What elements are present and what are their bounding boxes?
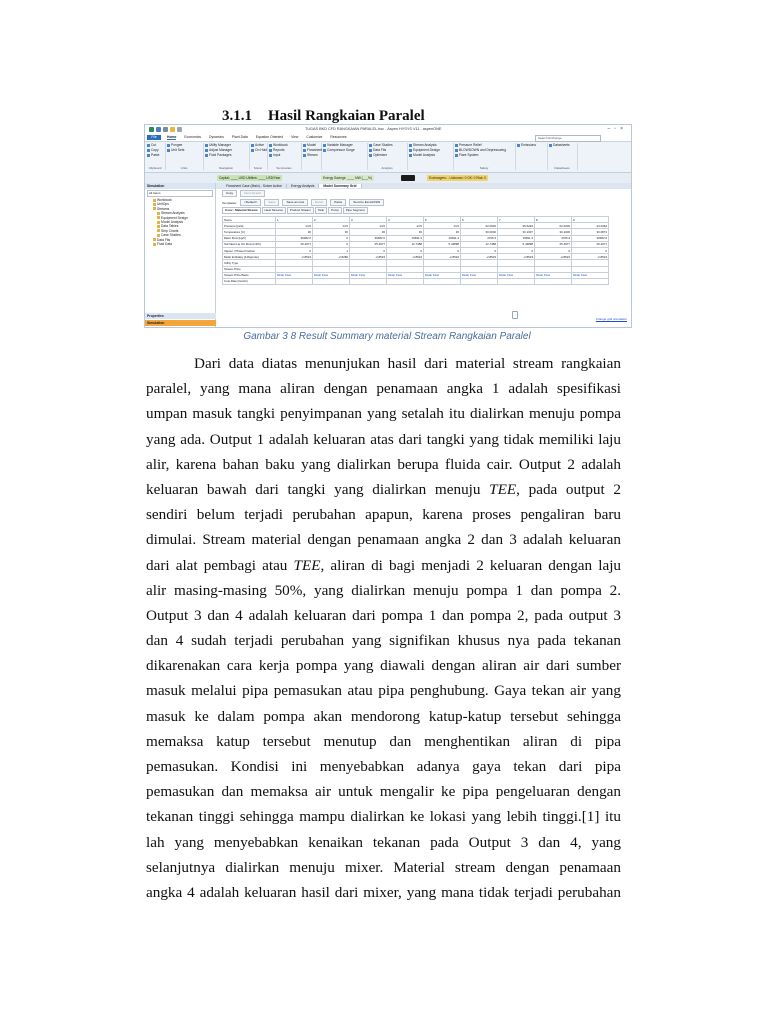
paragraph-line: dan 4 sudah terjadi perubahan yang signifikan khusus nya pada tekanan [146, 632, 621, 650]
grid-cell[interactable]: -2.8523 [424, 254, 461, 260]
grid-cell[interactable]: Molar Flow [424, 272, 461, 278]
menu-tab-customize[interactable]: Customize [306, 135, 323, 139]
ribbon-command-icon [303, 154, 306, 157]
menu-tab-list [167, 135, 347, 140]
ribbon-button[interactable] [267, 153, 301, 158]
ribbon-command-icon [167, 144, 170, 147]
ribbon-command-icon [323, 149, 326, 152]
grid-row-label: Mass Flow [kg/h] [223, 235, 276, 241]
folder-icon[interactable] [170, 127, 175, 132]
nav-item-label: Equipment Design [161, 215, 188, 220]
grid-cell[interactable]: 30 [424, 229, 461, 235]
ribbon-button-label: Cut [151, 143, 157, 147]
ribbon-group-7 [367, 143, 408, 170]
change-grid-orientation-link[interactable]: Change grid orientation [595, 317, 627, 321]
grid-cell[interactable]: 0 [535, 247, 572, 253]
ribbon-group-10 [515, 143, 548, 170]
grid-row-label: Molar Enthalpy [kJ/kgmole] [223, 254, 276, 260]
search-exchange-input[interactable]: Search Exchange [535, 135, 601, 142]
object-type-tab[interactable]: Pipe Segment [343, 207, 368, 214]
ribbon-command-icon [251, 144, 254, 147]
grid-cell[interactable]: 0 [572, 247, 609, 253]
summary-grid-table [222, 216, 609, 285]
copy-button[interactable]: Copy [222, 190, 237, 197]
paragraph-line: masuk ke dalam pompa akan mendorong katup-katup tersebut sehingga [146, 707, 621, 725]
ribbon-group-name: Units [180, 166, 188, 170]
document-tab[interactable]: Flowsheet Case (Main) - Solver Active [222, 184, 287, 188]
ribbon-button-label: Adjust Manager [209, 148, 233, 152]
italic-term: TEE [489, 480, 517, 498]
navigation-pane [145, 183, 216, 327]
folder-icon [157, 212, 160, 215]
grid-column-header[interactable]: 3 [350, 217, 387, 223]
ribbon-command-icon [409, 144, 412, 147]
section-number: 3.1.1 [222, 108, 252, 124]
grid-row-label: Utility Type [223, 260, 276, 266]
paragraph-text: keluaran bawah dari tangki yang dialirkan menuju [146, 480, 490, 498]
paragraph-line: selanjutnya dialirkan menuju mixer. Material stream dengan penamaan [146, 858, 621, 876]
scroll-handle[interactable] [512, 311, 518, 319]
menu-tab-plant-data[interactable]: Plant Data [231, 135, 248, 139]
ribbon-command-icon [251, 149, 254, 152]
grid-cell[interactable]: 30.0874 [572, 229, 609, 235]
grid-cell[interactable]: 0 [276, 247, 313, 253]
paragraph-line: dimulai. Stream material dengan penamaan angka 2 dan 3 adalah keluaran [146, 531, 621, 549]
menu-tab-view[interactable]: View [291, 135, 299, 139]
grid-column-header[interactable]: 6 [461, 217, 498, 223]
grid-cell[interactable]: -2.8523 [387, 254, 424, 260]
nav-header: Simulation [145, 183, 215, 189]
grid-cell[interactable]: 30 [313, 229, 350, 235]
document-tab[interactable]: Model Summary Grid [319, 184, 361, 188]
grid-cell[interactable]: 5.43898 [498, 241, 535, 247]
grid-column-header[interactable]: 5 [424, 217, 461, 223]
grid-row-label: Cost Rate [Cost/s] [223, 278, 276, 284]
paragraph-line: memaksa katup tersebut menutup dan menghentikan aliran di pipa [146, 732, 621, 750]
nav-item-label: Fluid Data [157, 241, 173, 246]
grid-cell[interactable]: 39382.6 [276, 235, 313, 241]
nav-item-fluid-data[interactable] [145, 242, 215, 246]
ribbon-command-icon [455, 149, 458, 152]
grid-cell[interactable]: 30.0000 [461, 229, 498, 235]
nav-item-label: Stream Analysis [161, 211, 185, 216]
ribbon-button[interactable] [145, 153, 165, 158]
grid-cell[interactable]: 0 [313, 241, 350, 247]
ribbon-group-6 [321, 143, 368, 170]
grid-cell[interactable] [498, 278, 535, 284]
grid-column-header[interactable]: 1 [276, 217, 313, 223]
ribbon-button[interactable] [165, 148, 203, 153]
ribbon-button-label: Active [255, 143, 264, 147]
document-tab[interactable]: Energy Analysis [287, 184, 319, 188]
italic-term: TEE [293, 556, 321, 574]
template-select[interactable]: <Default> [240, 199, 261, 206]
grid-cell[interactable]: 0 [424, 247, 461, 253]
folder-icon [153, 238, 156, 241]
object-type-tab[interactable]: Product Stream [287, 207, 314, 214]
body-paragraph [146, 351, 621, 905]
paragraph-line: umpan masuk tangki penyimpanan yang setalah itu dialirkan menuju pompa [146, 405, 621, 423]
ribbon-command-icon [323, 144, 326, 147]
ribbon-button-label: Pressure Relief [459, 143, 482, 147]
ribbon-group-4 [267, 143, 302, 170]
window-controls[interactable]: –▫× [607, 126, 627, 132]
grid-cell[interactable]: 62.0000 [535, 223, 572, 229]
grid-cell[interactable] [276, 278, 313, 284]
ribbon-button-label: Model [307, 143, 316, 147]
grid-row-label: Stream Price Basis [223, 272, 276, 278]
grid-cell[interactable]: 19691.3 [387, 235, 424, 241]
paragraph-line [146, 477, 621, 502]
grid-cell[interactable]: 39382.6 [572, 235, 609, 241]
grid-cell[interactable]: 39382.6 [350, 235, 387, 241]
ribbon-command-icon [549, 144, 552, 147]
menu-tab-dynamics[interactable]: Dynamics [209, 135, 224, 139]
grid-cell[interactable]: 25.4977 [350, 241, 387, 247]
ribbon-button-label: Flowsheet [307, 148, 323, 152]
folder-icon [157, 225, 160, 228]
window-titlebar [145, 125, 631, 134]
grid-cell[interactable]: 14.5 [276, 223, 313, 229]
ribbon-group-name: Clipboard [148, 166, 162, 170]
grid-cell[interactable]: 14.5 [387, 223, 424, 229]
ribbon-group-0 [145, 143, 166, 170]
grid-cell[interactable]: Molar Flow [498, 272, 535, 278]
ribbon-button-label: Workbook [273, 143, 288, 147]
ribbon-group-3 [249, 143, 268, 170]
grid-cell[interactable]: 0 [350, 247, 387, 253]
ribbon-button[interactable] [407, 153, 453, 158]
app-icon [149, 127, 154, 132]
grid-cell[interactable]: 25.4977 [535, 241, 572, 247]
paragraph-line: lah yang menyebabkan kenaikan tekanan pada Output 3 dan 4, yang [146, 833, 621, 851]
grid-cell[interactable]: 19691.3 [424, 235, 461, 241]
section-heading [222, 108, 425, 125]
paste-button[interactable]: Paste [330, 199, 346, 206]
menu-tab-equation-oriented[interactable]: Equation Oriented [255, 135, 284, 139]
paragraph-line: angka 4 adalah keluaran hasil dari mixer, yang mana tidak terjadi perubahan [146, 883, 621, 901]
ribbon-button-label: Copy [151, 148, 159, 152]
ribbon-command-icon [303, 149, 306, 152]
grid-cell[interactable]: -2.8523 [461, 254, 498, 260]
ribbon-command-icon [147, 149, 150, 152]
ribbon-button-label: Variable Manager [327, 143, 353, 147]
grid-row-label: Temperature [C] [223, 229, 276, 235]
grid-row-label: Vapour / Phase Fraction [223, 247, 276, 253]
grid-cell[interactable]: 35.6294 [498, 223, 535, 229]
folder-icon [153, 203, 156, 206]
folder-icon [157, 234, 160, 237]
ribbon-command-icon [147, 144, 150, 147]
window-title: TUGAS BKD CFD RANGKAIAN PARALEL.hsc - Aspen HYSYS V11 - aspenONE [305, 127, 442, 131]
ribbon-button-label: Emissions [521, 143, 537, 147]
grid-cell[interactable]: Molar Flow [276, 272, 313, 278]
nav-tree [145, 198, 215, 246]
energy-toggle-icon[interactable] [401, 175, 415, 181]
ribbon-button-label: Stream Analysis [413, 143, 437, 147]
folder-icon [153, 207, 156, 210]
grid-cell[interactable]: -2.8523 [350, 254, 387, 260]
ribbon-button-label: Reports [273, 148, 285, 152]
grid-cell[interactable] [313, 278, 350, 284]
grid-cell[interactable]: 12.7488 [387, 241, 424, 247]
ribbon-command-icon [269, 154, 272, 157]
grid-cell[interactable]: Molar Flow [572, 272, 609, 278]
ribbon-command-icon [455, 144, 458, 147]
quick-access-toolbar [149, 127, 182, 132]
grid-cell[interactable]: 5.43898 [424, 241, 461, 247]
grid-cell[interactable]: 0 [387, 247, 424, 253]
nav-item-label: Strip Charts [161, 228, 179, 233]
grid-cell[interactable]: Molar Flow [350, 272, 387, 278]
nav-filter-select[interactable]: All Items [147, 190, 213, 197]
ribbon-group-5 [301, 143, 322, 170]
paragraph-line: pemasukan dan memaksa air untuk mengalir ke pipa pengeluaran dengan [146, 783, 621, 801]
ribbon-button-label: Datasheets [553, 143, 570, 147]
reset-button[interactable]: Reset [311, 199, 327, 206]
grid-toolbar-1 [216, 189, 631, 198]
ribbon-button[interactable] [515, 143, 547, 148]
nav-item-label: Streams [157, 206, 170, 211]
grid-cell[interactable]: 0 [313, 235, 350, 241]
ribbon-command-icon [205, 144, 208, 147]
grid-cell[interactable] [350, 278, 387, 284]
ribbon-command-icon [303, 144, 306, 147]
grid-cell[interactable]: -2.8523 [572, 254, 609, 260]
ribbon-group-9 [453, 143, 516, 170]
ribbon-tabs [145, 134, 631, 142]
menu-tab-economics[interactable]: Economics [184, 135, 202, 139]
nav-item-label: Workbook [157, 198, 172, 202]
grid-toolbar-2 [216, 198, 631, 207]
grid-cell[interactable]: 14.5 [424, 223, 461, 229]
save-as-new-button[interactable]: Save as new [282, 199, 308, 206]
energy-savings-pill[interactable]: Energy Savings: ____ MW (___%) [323, 176, 372, 180]
grid-column-header[interactable]: 9 [572, 217, 609, 223]
grid-column-header[interactable]: 2 [313, 217, 350, 223]
folder-icon [157, 216, 160, 219]
paragraph-line: dikarenakan cara kerja pompa yang diawali dengan aliran air dari sumber [146, 657, 621, 675]
ribbon-button-label: Optimizer [373, 153, 388, 157]
ribbon-group-2 [203, 143, 250, 170]
ribbon-button-label: Case Studies [373, 143, 393, 147]
send-to-excel-button[interactable]: Send to Excel/ASW [349, 199, 384, 206]
grid-cell[interactable]: 14.5 [313, 223, 350, 229]
ribbon-button[interactable] [321, 148, 367, 153]
grid-cell[interactable] [387, 278, 424, 284]
paragraph-text: , aliran di bagi menjadi 2 keluaran dengan laju [320, 556, 622, 574]
ribbon-button-label: BLOWDOWN and Depressuring [459, 148, 507, 152]
grid-cell[interactable]: 62.0000 [461, 223, 498, 229]
ribbon-button-label: Compressor Surge [327, 148, 355, 152]
section-title: Hasil Rangkaian Paralel [268, 108, 425, 124]
grid-column-header[interactable]: 8 [535, 217, 572, 223]
grid-cell[interactable]: Molar Flow [535, 272, 572, 278]
paragraph-text: dari alat pembagi atau [146, 556, 294, 574]
ribbon-button-label: Input [273, 153, 281, 157]
ribbon-button[interactable] [249, 148, 267, 153]
paragraph-line: sendiri belum terjadi perubahan apapun, karena proses pengaliran baru [146, 506, 621, 524]
paragraph-line: pemasukan. Kondisi ini menyebabkan adanya gaya tekan dari pipa [146, 758, 621, 775]
paragraph-line [146, 553, 621, 578]
figure-caption: Gambar 3 8 Result Summary material Stream Rangkaian Paralel [243, 331, 531, 342]
grid-cell[interactable]: 0 [461, 247, 498, 253]
grid-cell[interactable] [461, 278, 498, 284]
ribbon-button[interactable] [453, 153, 515, 158]
grid-column-header[interactable]: 4 [387, 217, 424, 223]
grid-cell[interactable]: 30 [276, 229, 313, 235]
ribbon-group-name: Solver [253, 166, 263, 170]
ribbon-command-icon [369, 144, 372, 147]
object-type-tab[interactable]: Conv - Material Stream [222, 207, 261, 214]
nav-item-label: Data Tables [161, 224, 179, 229]
grid-cell[interactable]: 0 [498, 247, 535, 253]
nav-simulation-button[interactable]: Simulation [145, 320, 217, 326]
ribbon-command-icon [455, 154, 458, 157]
paragraph-line: Dari data diatas menunjukan hasil dari material stream rangkaian [194, 355, 621, 372]
ribbon-command-icon [205, 154, 208, 157]
paragraph-line: Output 3 dan 4 adalah keluaran dari pompa 1 dan pompa 2, pada output 3 [146, 606, 621, 624]
save-template-button[interactable]: Save [264, 199, 279, 206]
undo-icon[interactable] [163, 127, 168, 132]
grid-cell[interactable]: 25.4977 [572, 241, 609, 247]
redo-icon[interactable] [177, 127, 182, 132]
grid-row-label: Pressure [psia] [223, 223, 276, 229]
ribbon-group-name: Safety [479, 166, 489, 170]
grid-cell[interactable]: 30.1000 [535, 229, 572, 235]
ribbon-group-name: Datasheets [554, 166, 570, 170]
paragraph-text: , pada output 2 [516, 480, 621, 498]
ribbon-group-name: Analysis [381, 166, 393, 170]
grid-cell[interactable]: 1 [313, 247, 350, 253]
ribbon-button-label: On Hold [255, 148, 268, 152]
paragraph-line: alir masing-masing 50%, yang dialirkan menuju pompa 1 dan pompa 2. [146, 581, 621, 599]
grid-cell[interactable]: 30.1307 [498, 229, 535, 235]
ribbon-button-label: Flare System [459, 153, 479, 157]
grid-column-header[interactable]: Name [223, 217, 276, 223]
object-type-tab[interactable]: Tank [315, 207, 327, 214]
ribbon-command-icon [269, 149, 272, 152]
ribbon-group-name: Navigation [218, 166, 234, 170]
grid-cell[interactable]: 4705.3 [535, 235, 572, 241]
grid-cell[interactable]: 4705.3 [461, 235, 498, 241]
folder-icon [153, 199, 156, 202]
grid-cell[interactable] [572, 278, 609, 284]
ribbon-button-label: Data Fits [373, 148, 387, 152]
folder-icon [157, 221, 160, 224]
folder-icon [157, 229, 160, 232]
ribbon-command-icon [147, 154, 150, 157]
grid-cell[interactable] [424, 278, 461, 284]
grid-cell[interactable]: 12.7488 [461, 241, 498, 247]
grid-row-label: Stream Price [223, 266, 276, 272]
table-row [223, 278, 609, 284]
templates-label: Templates: [222, 200, 237, 205]
grid-cell[interactable]: 25.4977 [276, 241, 313, 247]
ribbon-button-label: Paste [151, 153, 160, 157]
grid-cell[interactable]: 14.5 [350, 223, 387, 229]
paragraph-line: paralel, yang mana aliran dengan penamaan angka 1 adalah spesifikasi [146, 380, 621, 398]
exchangers-pill[interactable]: Exchangers: - Unknown: 0 OK: 0 Risk: 0 [429, 176, 487, 180]
ribbon-command-icon [369, 154, 372, 157]
paragraph-line: yang ada. Output 1 adalah keluaran atas dari tangki yang tidak memiliki laju [146, 430, 621, 448]
grid-cell[interactable]: 30 [350, 229, 387, 235]
ribbon-button-label: Stream [307, 153, 318, 157]
grid-cell[interactable]: -2.8286 [313, 254, 350, 260]
grid-cell[interactable]: -2.8523 [535, 254, 572, 260]
paragraph-line: tekanan tinggi sehingga mampu dialirkan ke lokasi yang lebih tinggi.[1] itu [146, 808, 621, 826]
dont-export-button[interactable]: Don't Export [240, 190, 265, 197]
ribbon-button[interactable] [203, 153, 249, 158]
file-tab[interactable]: File [147, 135, 161, 140]
nav-item-label: Case Studies [161, 233, 181, 238]
ribbon-button-label: Pongee [171, 143, 183, 147]
grid-cell[interactable]: 44.0364 [572, 223, 609, 229]
ribbon-button-label: Model Analysis [413, 153, 435, 157]
grid-row-label: Std Ideal Liq Vol Flow [m3/h] [223, 241, 276, 247]
nav-item-label: Model Analysis [161, 219, 183, 224]
ribbon-group-name: Summaries [276, 166, 292, 170]
paragraph-line: masuk melalui pipa pemasukan atau pipa penghubung. Gaya tekan air yang [146, 682, 621, 700]
ribbon-group-8 [407, 143, 454, 170]
nav-item-label: Data Fits [157, 237, 171, 242]
ribbon-command-icon [517, 144, 520, 147]
capital-pill[interactable]: Capital: ____ USD Utilities: ____ USD/Year [219, 176, 281, 180]
ribbon-group-1 [165, 143, 204, 170]
hysys-screenshot [144, 124, 632, 328]
grid-cell[interactable]: 19691.3 [498, 235, 535, 241]
grid-cell[interactable]: Molar Flow [461, 272, 498, 278]
model-summary-grid-view [216, 183, 631, 327]
grid-cell[interactable] [535, 278, 572, 284]
object-type-tab[interactable]: Pump [328, 207, 342, 214]
ribbon-button[interactable] [367, 153, 407, 158]
menu-tab-resources[interactable]: Resources [330, 135, 347, 139]
ribbon-command-icon [167, 149, 170, 152]
grid-cell[interactable]: Molar Flow [313, 272, 350, 278]
grid-cell[interactable]: -2.8523 [276, 254, 313, 260]
ribbon [145, 142, 631, 173]
menu-tab-home[interactable]: Home [167, 135, 177, 139]
nav-item-label: UnitOps [157, 202, 169, 207]
ribbon-button-label: Equipment Design [413, 148, 440, 152]
grid-cell[interactable]: Molar Flow [387, 272, 424, 278]
ribbon-command-icon [409, 154, 412, 157]
nav-properties-button[interactable]: Properties [145, 313, 217, 319]
ribbon-group-11 [547, 143, 578, 170]
ribbon-button[interactable] [547, 143, 577, 148]
ribbon-button[interactable] [301, 153, 321, 158]
grid-cell[interactable]: -2.8523 [498, 254, 535, 260]
object-type-tabs [216, 207, 631, 213]
ribbon-command-icon [369, 149, 372, 152]
ribbon-button-label: Unit Sets [171, 148, 185, 152]
paragraph-line: alir, karena bahan baku yang dialirkan berupa fluida cair. Output 2 adalah [146, 455, 621, 473]
grid-cell[interactable]: 30 [387, 229, 424, 235]
ribbon-command-icon [409, 149, 412, 152]
ribbon-button-label: Utility Manager [209, 143, 231, 147]
ribbon-command-icon [205, 149, 208, 152]
ribbon-button-label: Fluid Packages [209, 153, 232, 157]
grid-column-header[interactable]: 7 [498, 217, 535, 223]
save-icon[interactable] [156, 127, 161, 132]
object-type-tab[interactable]: Heat Streams [262, 207, 286, 214]
ribbon-command-icon [269, 144, 272, 147]
folder-icon [153, 243, 156, 246]
